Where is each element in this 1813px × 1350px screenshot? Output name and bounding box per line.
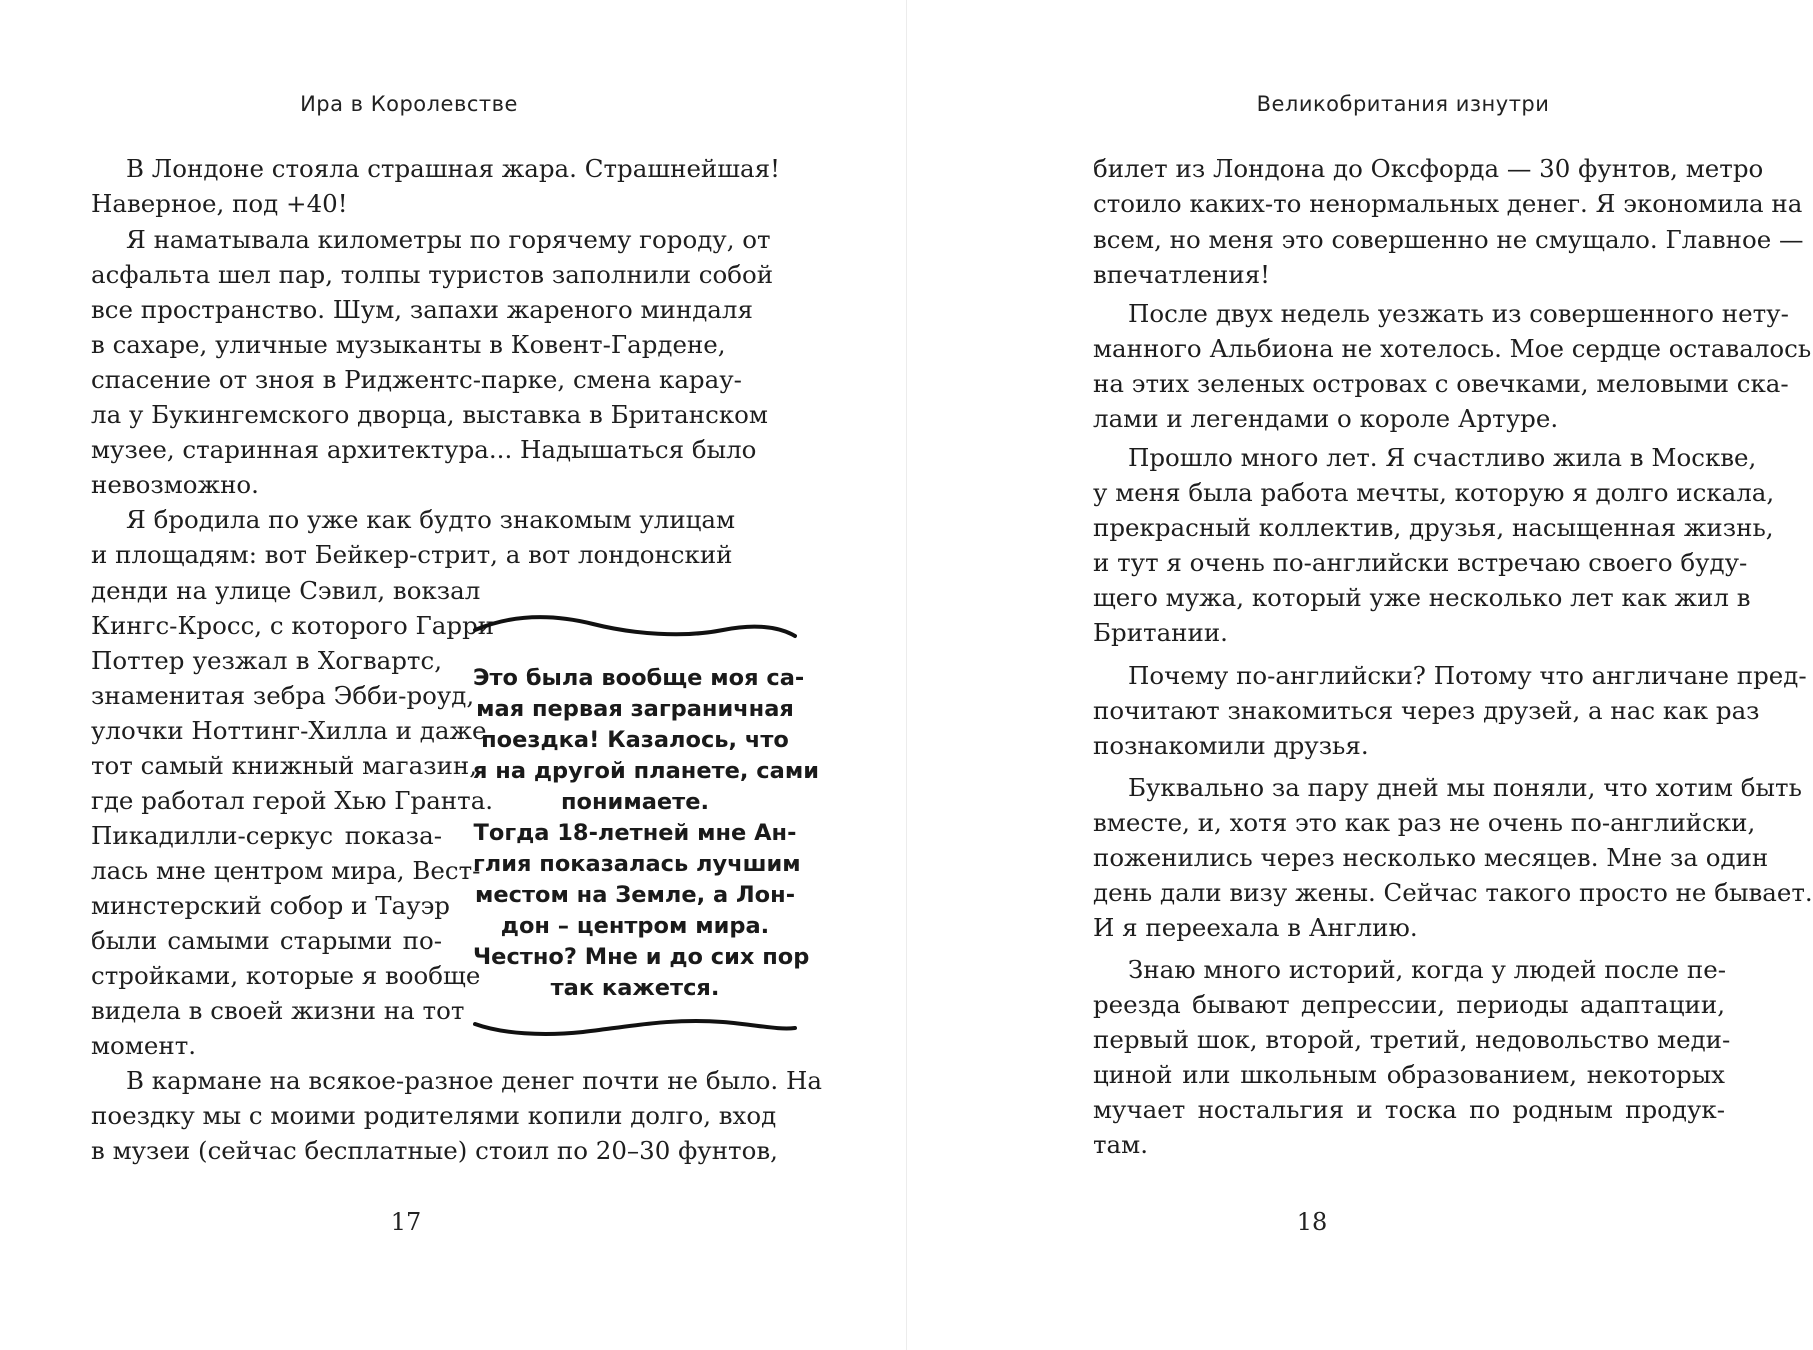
- text-line: минстерский собор и Тауэр: [91, 891, 450, 920]
- text-line: асфальта шел пар, толпы туристов заполнили собой: [91, 260, 774, 289]
- callout-line: я на другой планете, сами: [473, 758, 819, 784]
- text-line: Пикадилли-серкус показа-: [91, 821, 442, 850]
- text-line: Я бродила по уже как будто знакомым улицам: [126, 505, 736, 534]
- text-line: познакомили друзья.: [1093, 731, 1369, 760]
- text-line: там.: [1093, 1130, 1149, 1159]
- text-line: манного Альбиона не хотелось. Мое сердце оставалось: [1093, 334, 1812, 363]
- text-line: в музеи (сейчас бесплатные) стоил по 20–30 фунтов,: [91, 1136, 778, 1165]
- callout-line: понимаете.: [561, 789, 709, 815]
- text-line: лами и легендами о короле Артуре.: [1093, 404, 1559, 433]
- text-line: все пространство. Шум, запахи жареного миндаля: [91, 295, 753, 324]
- text-line: Кингс-Кросс, с которого Гарри: [91, 611, 495, 640]
- text-line: улочки Ноттинг-Хилла и даже: [91, 716, 487, 745]
- left-page: [0, 0, 906, 1350]
- right-page: [906, 0, 1813, 1350]
- text-line: тот самый книжный магазин,: [91, 751, 478, 780]
- text-line: почитают знакомиться через друзей, а нас как раз: [1093, 696, 1760, 725]
- text-line: поженились через несколько месяцев. Мне за один: [1093, 843, 1769, 872]
- text-line: день дали визу жены. Сейчас такого просто не бывает.: [1093, 878, 1813, 907]
- text-line: И я переехала в Англию.: [1093, 913, 1418, 942]
- text-line: у меня была работа мечты, которую я долго искала,: [1093, 478, 1775, 507]
- text-line: щего мужа, который уже несколько лет как жил в: [1093, 583, 1751, 612]
- text-line: на этих зеленых островах с овечками, меловыми ска-: [1093, 369, 1789, 398]
- text-line: ла у Букингемского дворца, выставка в Британском: [91, 400, 768, 429]
- text-line: мучает ностальгия и тоска по родным продук-: [1093, 1095, 1725, 1124]
- text-line: прекрасный коллектив, друзья, насыщенная жизнь,: [1093, 513, 1774, 542]
- text-line: стройками, которые я вообще: [91, 961, 481, 990]
- page-number-left: 17: [390, 1208, 422, 1236]
- text-line: Британии.: [1093, 618, 1228, 647]
- text-line: невозможно.: [91, 470, 259, 499]
- text-line: лась мне центром мира, Вест-: [91, 856, 481, 885]
- text-line: впечатления!: [1093, 260, 1271, 289]
- page-number-right: 18: [1296, 1208, 1328, 1236]
- running-head-right: Великобритания изнутри: [1256, 92, 1550, 116]
- text-line: всем, но меня это совершенно не смущало. Главное —: [1093, 225, 1804, 254]
- callout-line: дон – центром мира.: [500, 913, 770, 939]
- text-line: Я наматывала километры по горячему городу, от: [126, 225, 771, 254]
- text-line: видела в своей жизни на тот: [91, 996, 465, 1025]
- text-line: стоило каких-то ненормальных денег. Я экономила на: [1093, 189, 1803, 218]
- text-line: знаменитая зебра Эбби-роуд,: [91, 681, 475, 710]
- text-line: билет из Лондона до Оксфорда — 30 фунтов, метро: [1093, 154, 1764, 183]
- callout-line: мая первая заграничная: [476, 696, 794, 722]
- text-line: реезда бывают депрессии, периоды адаптации,: [1093, 990, 1725, 1019]
- text-line: вместе, и, хотя это как раз не очень по-английски,: [1093, 808, 1756, 837]
- text-line: Наверное, под +40!: [91, 189, 348, 218]
- text-line: В Лондоне стояла страшная жара. Страшнейшая!: [126, 154, 780, 183]
- callout-top-wave: [473, 612, 797, 642]
- text-line: После двух недель уезжать из совершенного нету-: [1128, 299, 1789, 328]
- running-head-left: Ира в Королевстве: [300, 92, 518, 116]
- callout-line: Честно? Мне и до сих пор: [473, 944, 810, 970]
- callout-line: так кажется.: [550, 975, 720, 1001]
- text-line: Буквально за пару дней мы поняли, что хотим быть: [1128, 773, 1802, 802]
- text-line: момент.: [91, 1031, 197, 1060]
- callout-line: Тогда 18-летней мне Ан-: [473, 820, 797, 846]
- text-line: Почему по-английски? Потому что англичане пред-: [1128, 661, 1807, 690]
- callout-line: глия показалась лучшим: [473, 851, 801, 877]
- callout-line: местом на Земле, а Лон-: [474, 882, 796, 908]
- callout-bottom-wave: [473, 1012, 797, 1042]
- text-line: Знаю много историй, когда у людей после пе-: [1128, 955, 1727, 984]
- text-line: в сахаре, уличные музыканты в Ковент-Гардене,: [91, 330, 726, 359]
- text-line: где работал герой Хью Гранта.: [91, 786, 494, 815]
- text-line: денди на улице Сэвил, вокзал: [91, 576, 481, 605]
- callout-line: поездка! Казалось, что: [481, 727, 789, 753]
- text-line: и площадям: вот Бейкер-стрит, а вот лондонский: [91, 540, 733, 569]
- text-line: циной или школьным образованием, некоторых: [1093, 1060, 1725, 1089]
- text-line: Поттер уезжал в Хогвартс,: [91, 646, 442, 675]
- text-line: В кармане на всякое-разное денег почти не было. На: [126, 1066, 822, 1095]
- text-line: были самыми старыми по-: [91, 926, 442, 955]
- text-line: спасение от зноя в Риджентс-парке, смена карау-: [91, 365, 742, 394]
- text-line: музее, старинная архитектура... Надышаться было: [91, 435, 757, 464]
- text-line: первый шок, второй, третий, недовольство меди-: [1093, 1025, 1731, 1054]
- callout-line: Это была вообще моя са-: [473, 665, 805, 691]
- text-line: Прошло много лет. Я счастливо жила в Москве,: [1128, 443, 1757, 472]
- text-line: поездку мы с моими родителями копили долго, вход: [91, 1101, 777, 1130]
- text-line: и тут я очень по-английски встречаю своего буду-: [1093, 548, 1748, 577]
